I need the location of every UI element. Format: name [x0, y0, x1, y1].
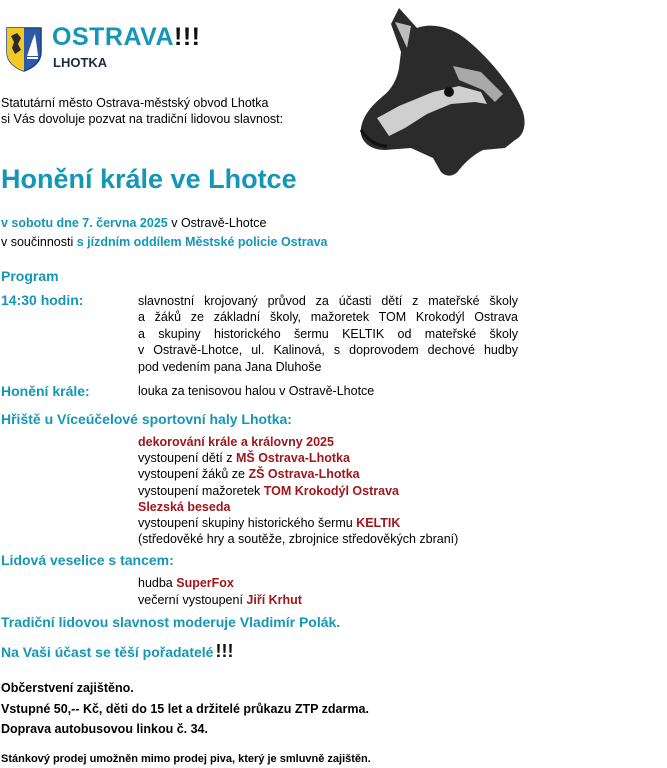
party-list	[138, 575, 302, 608]
list-item: vystoupení žáků ze ZŠ Ostrava-Lhotka	[138, 467, 360, 482]
city-crest-icon	[5, 26, 43, 72]
chase-text: louka za tenisovou halou v Ostravě-Lhotce	[138, 384, 375, 398]
program-line: pod vedením pana Jana Dluhoše	[138, 359, 322, 374]
program-heading: Program	[1, 268, 59, 284]
intro-line-2: si Vás dovoluje pozvat na tradiční lidovou slavnost:	[1, 111, 284, 126]
playground-heading: Hřiště u Víceúčelové sportovní haly Lhotka:	[1, 411, 292, 427]
list-item: vystoupení dětí z MŠ Ostrava-Lhotka	[138, 451, 350, 466]
list-item: večerní vystoupení Jiří Krhut	[138, 592, 302, 607]
info-admission: Vstupné 50,-- Kč, děti do 15 let a držitelé průkazu ZTP zdarma.	[1, 701, 369, 716]
info-refreshments: Občerstvení zajištěno.	[1, 681, 134, 695]
moderator-line: Tradiční lidovou slavnost moderuje Vladimír Polák.	[1, 614, 341, 630]
playground-beseda: Slezská beseda	[138, 499, 231, 514]
cooperation-bold: s jízdním oddílem Městské policie Ostrava	[76, 235, 328, 249]
list-item: vystoupení mažoretek TOM Krokodýl Ostrava	[138, 483, 399, 498]
logo	[5, 23, 235, 76]
info-block	[1, 678, 369, 740]
list-item: hudba SuperFox	[138, 576, 234, 590]
page-title: Honění krále ve Lhotce	[1, 164, 297, 194]
welcome-line	[1, 641, 233, 662]
program-line: v Ostravě-Lhotce, ul. Kalinová, s doprovodem dechové hudby	[138, 343, 518, 358]
logo-district: LHOTKA	[53, 55, 108, 70]
cooperation-prefix: v součinnosti	[1, 235, 77, 249]
list-item: vystoupení skupiny historického šermu KELTIK	[138, 516, 401, 531]
horse-head-silhouette	[355, 0, 527, 178]
cooperation	[1, 235, 328, 251]
logo-city: OSTRAVA	[52, 23, 175, 51]
playground-keltik-note: (středověké hry a soutěže, zbrojnice středověkých zbraní)	[138, 532, 459, 547]
logo-exclaim: !!!	[174, 23, 201, 51]
playground-decor: dekorování krále a královny 2025	[138, 435, 334, 449]
party-heading: Lidová veselice s tancem:	[1, 552, 174, 568]
welcome-text: Na Vaši účast se těší pořadatelé	[1, 644, 214, 660]
program-line: a žáků ze základní školy, mažoretek TOM Krokodýl Ostrava	[138, 310, 518, 325]
event-date-place: v Ostravě-Lhotce	[167, 216, 267, 230]
intro-line-1: Statutární město Ostrava-městský obvod Lhotka	[1, 96, 269, 110]
program-time-label: 14:30 hodin:	[1, 292, 84, 308]
info-transport: Doprava autobusovou linkou č. 34.	[1, 722, 208, 736]
chase-label: Honění krále:	[1, 383, 90, 399]
welcome-exclaim: !!!	[215, 641, 234, 661]
program-line: a skupiny historického šermu KELTIK od mateřské školy	[138, 326, 518, 341]
program-line: slavnostní krojovaný průvod za účasti dětí z mateřské školy	[138, 294, 518, 308]
event-date	[1, 216, 266, 232]
event-date-bold: v sobotu dne 7. června 2025	[1, 216, 168, 230]
footer-note: Stánkový prodej umožněn mimo prodej piva, který je smluvně zajištěn.	[1, 753, 371, 765]
playground-list	[138, 434, 458, 547]
program-time-text	[138, 293, 518, 375]
